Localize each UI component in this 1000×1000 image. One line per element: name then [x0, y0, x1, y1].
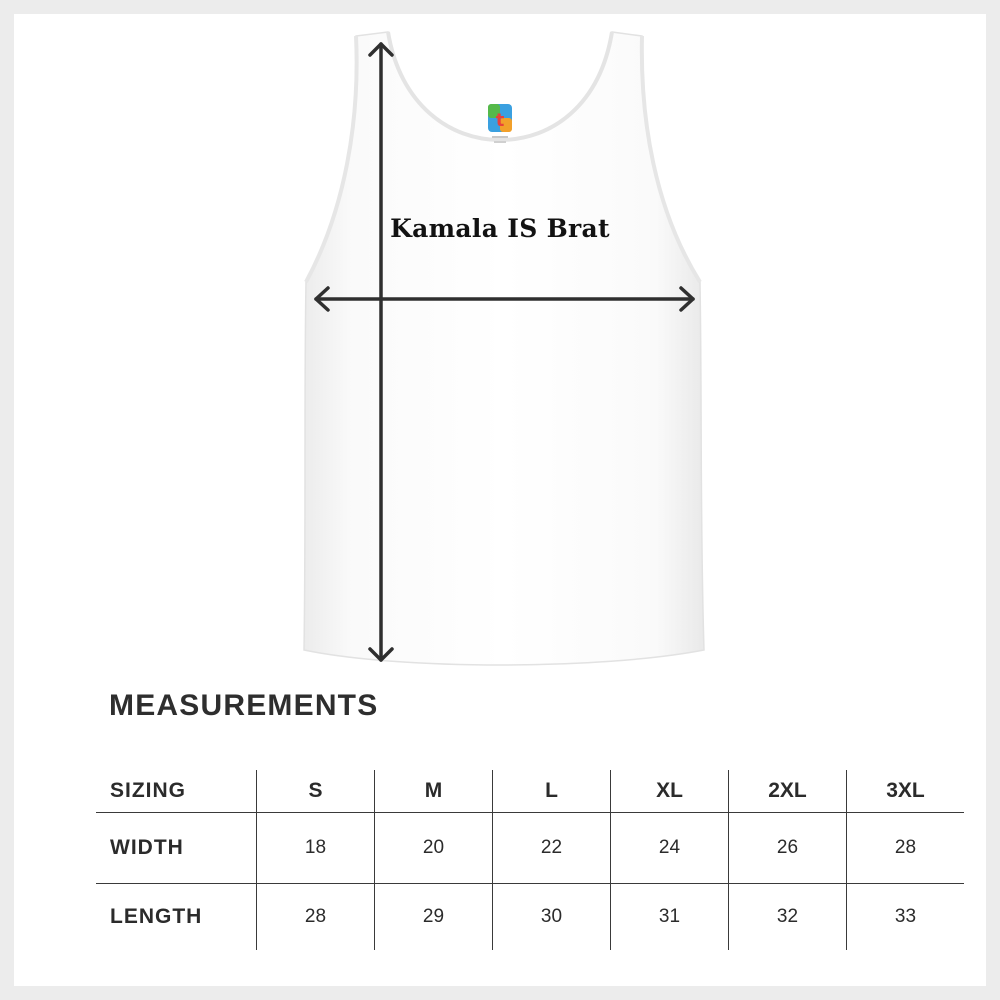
- header-size: 2XL: [729, 770, 847, 813]
- table-cell: 32: [729, 884, 847, 951]
- table-header-row: [96, 770, 964, 813]
- table-cell: 26: [729, 813, 847, 884]
- table-cell: 28: [847, 813, 965, 884]
- header-size: S: [257, 770, 375, 813]
- row-label-width: WIDTH: [96, 813, 257, 884]
- header-size: XL: [611, 770, 729, 813]
- header-size: 3XL: [847, 770, 965, 813]
- measurements-heading: MEASUREMENTS: [109, 689, 379, 722]
- brand-tag-icon: [488, 104, 512, 143]
- table-cell: 18: [257, 813, 375, 884]
- table-row: [96, 884, 964, 951]
- table-cell: 20: [375, 813, 493, 884]
- header-size: M: [375, 770, 493, 813]
- header-size: L: [493, 770, 611, 813]
- table-row: [96, 813, 964, 884]
- table-cell: 22: [493, 813, 611, 884]
- table-cell: 24: [611, 813, 729, 884]
- table-cell: 30: [493, 884, 611, 951]
- header-sizing: SIZING: [96, 770, 257, 813]
- table-cell: 28: [257, 884, 375, 951]
- table-cell: 31: [611, 884, 729, 951]
- size-table: [96, 770, 964, 950]
- shirt-print-text: Kamala IS Brat: [390, 214, 610, 243]
- row-label-length: LENGTH: [110, 905, 203, 928]
- table-cell: 33: [847, 884, 965, 951]
- svg-text:t: t: [495, 110, 505, 131]
- table-cell: 29: [375, 884, 493, 951]
